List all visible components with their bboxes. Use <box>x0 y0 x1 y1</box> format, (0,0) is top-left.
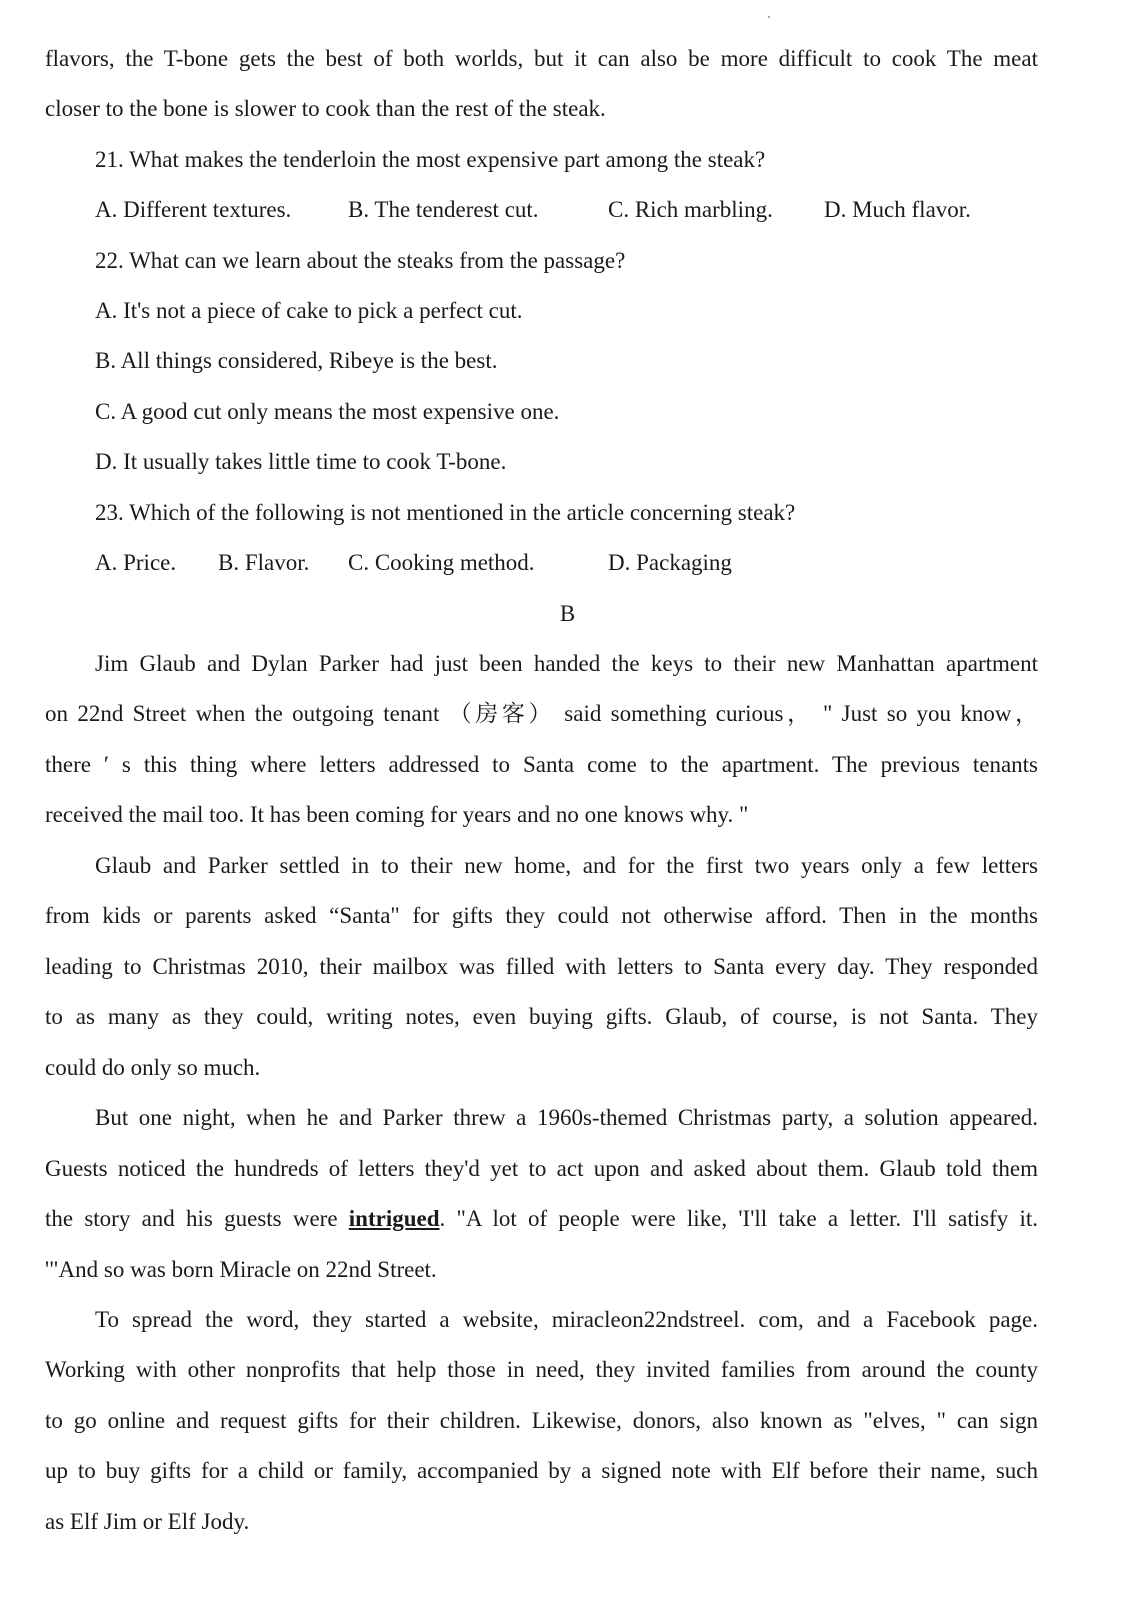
question-22-option-c: C. A good cut only means the most expensive one. <box>95 399 560 424</box>
paragraph-3-text: . "A lot of people were like, 'I'll take a letter. I'll satisfy it. <box>439 1206 1038 1231</box>
paragraph-4-line: To spread the word, they started a website, miracleon22ndstreel. com, and a Facebook page. <box>95 1307 1038 1332</box>
paragraph-4-line: Working with other nonprofits that help those in need, they invited families from around the county <box>45 1357 1038 1382</box>
question-21-option-c: C. Rich marbling. <box>608 197 773 222</box>
question-21-stem: 21. What makes the tenderloin the most expensive part among the steak? <box>95 147 766 172</box>
paragraph-1-line: on 22nd Street when the outgoing tenant （房客） said something curious， " Just so you know， <box>45 701 1038 726</box>
question-21-option-d: D. Much flavor. <box>824 197 971 222</box>
paragraph-3-line: Guests noticed the hundreds of letters they'd yet to act upon and asked about them. Glaub told them <box>45 1156 1038 1181</box>
paragraph-2-line: could do only so much. <box>45 1055 261 1080</box>
paragraph-1-line: received the mail too. It has been coming for years and no one knows why. " <box>45 802 749 827</box>
passage-a-line: flavors, the T-bone gets the best of both worlds, but it can also be more difficult to cook The meat <box>45 46 1038 71</box>
paragraph-2-line: leading to Christmas 2010, their mailbox was filled with letters to Santa every day. They responded <box>45 954 1038 979</box>
question-22-option-a: A. It's not a piece of cake to pick a perfect cut. <box>95 298 523 323</box>
paragraph-3-text: the story and his guests were <box>45 1206 349 1231</box>
question-22-option-d: D. It usually takes little time to cook T-bone. <box>95 449 507 474</box>
question-23-option-b: B. Flavor. <box>218 550 310 575</box>
paragraph-4-line: as Elf Jim or Elf Jody. <box>45 1509 250 1534</box>
paragraph-2-line: Glaub and Parker settled in to their new home, and for the first two years only a few letters <box>95 853 1038 878</box>
question-22-option-b: B. All things considered, Ribeye is the best. <box>95 348 498 373</box>
passage-a-line: closer to the bone is slower to cook than the rest of the steak. <box>45 96 606 121</box>
question-23-option-c: C. Cooking method. <box>348 550 535 575</box>
question-23-option-a: A. Price. <box>95 550 177 575</box>
paragraph-1-line: Jim Glaub and Dylan Parker had just been handed the keys to their new Manhattan apartment <box>95 651 1038 676</box>
question-23-option-d: D. Packaging <box>608 550 732 575</box>
section-b-heading: B <box>559 601 576 626</box>
question-22-stem: 22. What can we learn about the steaks from the passage? <box>95 248 626 273</box>
vocabulary-word-intrigued: intrigued <box>348 1206 440 1231</box>
paragraph-3-line <box>45 1204 1038 1234</box>
question-21-option-b: B. The tenderest cut. <box>348 197 539 222</box>
paragraph-4-line: to go online and request gifts for their children. Likewise, donors, also known as "elves, " can sign <box>45 1408 1038 1433</box>
paragraph-2-line: from kids or parents asked “Santa" for gifts they could not otherwise afford. Then in the months <box>45 903 1038 928</box>
scan-speck <box>768 16 770 18</box>
paragraph-3-line: But one night, when he and Parker threw a 1960s-themed Christmas party, a solution appeared. <box>95 1105 1038 1130</box>
question-21-option-a: A. Different textures. <box>95 197 292 222</box>
question-23-stem: 23. Which of the following is not mentioned in the article concerning steak? <box>95 500 796 525</box>
paragraph-3-line: '"And so was born Miracle on 22nd Street. <box>45 1257 437 1282</box>
paragraph-1-line: there ′ s this thing where letters addressed to Santa come to the apartment. The previous tenants <box>45 752 1038 777</box>
paragraph-4-line: up to buy gifts for a child or family, accompanied by a signed note with Elf before their name, such <box>45 1458 1038 1483</box>
paragraph-2-line: to as many as they could, writing notes, even buying gifts. Glaub, of course, is not Santa. They <box>45 1004 1038 1029</box>
